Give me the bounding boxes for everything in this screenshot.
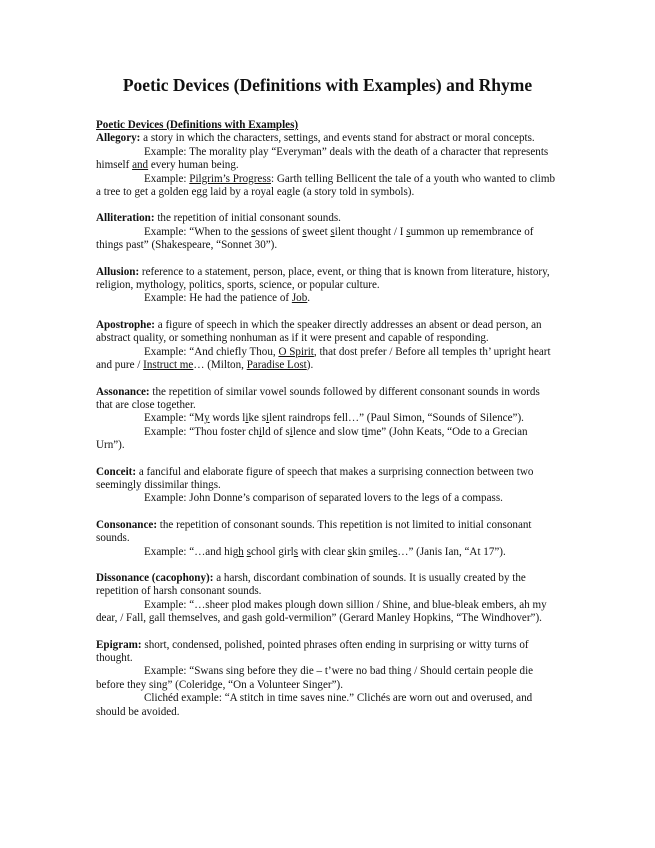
book-title: Paradise Lost bbox=[246, 359, 307, 372]
term-label: Alliteration: bbox=[96, 212, 155, 225]
definition-text: a harsh, discordant combination of sounds. It is usually created by the repetition of harsh consonant sounds. bbox=[96, 571, 526, 598]
section-heading: Poetic Devices (Definitions with Examples) bbox=[96, 119, 299, 131]
example-text: lent raindrops fell…” (Paul Simon, “Sounds of Silence”). bbox=[269, 412, 524, 425]
example-text: Example: bbox=[144, 172, 190, 185]
definition-text: a fanciful and elaborate figure of speech that makes a surprising connection between two seemingly dissimilar things. bbox=[96, 465, 534, 491]
example bbox=[96, 226, 558, 253]
definition bbox=[96, 466, 558, 493]
underlined-text: s bbox=[406, 225, 411, 238]
entry-assonance bbox=[96, 386, 558, 453]
page-title: Poetic Devices (Definitions with Examples) and Rhyme bbox=[122, 75, 533, 95]
underlined-text: i bbox=[258, 425, 262, 438]
term-label: Consonance: bbox=[96, 518, 158, 531]
example: Clichéd example: “A stitch in time saves nine.” Clichés are worn out and overused, and should be avoided. bbox=[96, 692, 533, 718]
definition-text: short, condensed, polished, pointed phrases often ending in surprising or witty turns of thought. bbox=[96, 638, 529, 664]
underlined-text: i bbox=[289, 425, 293, 438]
definition-text: the repetition of similar vowel sounds followed by different consonant sounds in words that are close together. bbox=[96, 385, 540, 411]
example-text: : Garth telling Bellicent the tale of a youth who wanted to climb a tree to get a golden egg laid by a royal eagle (a story told in symbols). bbox=[96, 172, 556, 199]
example bbox=[96, 426, 558, 453]
example-text: Example: “…and hig bbox=[144, 545, 239, 558]
underlined-text: i bbox=[245, 412, 249, 425]
document-body bbox=[96, 119, 558, 719]
definition bbox=[96, 319, 558, 346]
example-text: with clear bbox=[298, 545, 348, 558]
entry-apostrophe bbox=[96, 319, 558, 373]
example bbox=[96, 292, 558, 305]
example-text: Example: “And chiefly Thou, bbox=[144, 345, 279, 358]
example-text: …” (Janis Ian, “At 17”). bbox=[397, 545, 506, 558]
definition bbox=[96, 519, 558, 546]
example-text: ). bbox=[306, 359, 314, 372]
entry-consonance bbox=[96, 519, 558, 559]
definition-text: a figure of speech in which the speaker directly addresses an absent or dead person, an abstract quality, or something nonhuman as if it were present and capable of responding. bbox=[96, 318, 542, 345]
term-label: Allegory: bbox=[96, 132, 141, 145]
underlined-text: Instruct me bbox=[143, 359, 194, 372]
example-text: ilent thought / I bbox=[334, 225, 407, 238]
example bbox=[96, 146, 558, 173]
underlined-text: O Spirit bbox=[278, 345, 314, 358]
example-text: lence and slow t bbox=[292, 425, 365, 438]
definition bbox=[96, 212, 558, 225]
example-text: kin bbox=[352, 545, 369, 558]
definition-text: the repetition of initial consonant sounds. bbox=[154, 212, 341, 225]
underlined-text: s bbox=[330, 225, 335, 238]
definition bbox=[96, 386, 558, 413]
example-text: , that dost prefer / Before all temples th’ upright heart and pure / bbox=[96, 345, 551, 372]
term-label: Assonance: bbox=[96, 385, 150, 398]
entry-conceit bbox=[96, 466, 558, 506]
example-text: ummon up remembrance of things past” (Shakespeare, “Sonnet 30”). bbox=[96, 225, 534, 252]
example: Example: “Swans sing before they die – t’were no bad thing / Should certain people die before they sing” (Coleridge, “On a Volunteer Singer”). bbox=[96, 665, 534, 691]
definition bbox=[96, 572, 558, 599]
underlined-text: i bbox=[266, 412, 270, 425]
definition bbox=[96, 639, 558, 666]
example-text: Example: He had the patience of bbox=[144, 292, 292, 305]
underlined-text: s bbox=[293, 545, 299, 558]
term-label: Dissonance (cacophony): bbox=[96, 571, 214, 584]
entry-epigram bbox=[96, 639, 558, 719]
example-text: every human being. bbox=[148, 159, 239, 172]
example: Example: John Donne’s comparison of separated lovers to the legs of a compass. bbox=[144, 492, 503, 505]
term-label: Apostrophe: bbox=[96, 318, 155, 331]
underlined-text: and bbox=[132, 159, 149, 172]
example bbox=[96, 546, 558, 559]
underlined-text: s bbox=[368, 545, 374, 558]
underlined-text: y bbox=[204, 412, 210, 425]
example: Example: “…sheer plod makes plough down sillion / Shine, and blue-bleak embers, ah my dear, / Fall, gall themselves, and gash gold-vermilion” (Gerard Manley Hopkins, “The Windhover”). bbox=[96, 598, 547, 625]
example-text: Example: “Thou foster ch bbox=[144, 425, 259, 438]
entry-allegory bbox=[96, 119, 558, 199]
example-text: Example: “When to the bbox=[144, 225, 252, 238]
definition-text: reference to a statement, person, place, event, or thing that is known from literature, history, religion, mythology, politics, sports, science, or popular culture. bbox=[96, 265, 550, 292]
definition-text: a story in which the characters, settings, and events stand for abstract or moral concepts. bbox=[140, 132, 535, 145]
definition-text: the repetition of consonant sounds. This repetition is not limited to initial consonant sounds. bbox=[96, 518, 532, 545]
underlined-text: s bbox=[302, 225, 307, 238]
term-label: Allusion: bbox=[96, 265, 140, 278]
example-text: Example: The morality play “Everyman” deals with the death of a character that represents himself bbox=[96, 145, 549, 172]
example bbox=[96, 173, 558, 200]
example-text: weet bbox=[306, 225, 331, 238]
example-text: Example: “M bbox=[144, 412, 205, 425]
example-text: . bbox=[307, 292, 311, 305]
underlined-text: s bbox=[347, 545, 353, 558]
underlined-text: s bbox=[246, 545, 251, 558]
entry-allusion bbox=[96, 266, 558, 306]
example-text: me” (John Keats, “Ode to a Grecian Urn”). bbox=[96, 425, 528, 452]
underlined-text: s bbox=[393, 545, 398, 558]
example-text: essions of bbox=[255, 225, 303, 238]
example bbox=[96, 412, 558, 425]
underlined-text: i bbox=[364, 425, 368, 438]
underlined-text: s bbox=[251, 225, 256, 238]
term-label: Conceit: bbox=[96, 465, 137, 478]
example-text: mile bbox=[373, 545, 394, 558]
entry-alliteration bbox=[96, 212, 558, 252]
example-text: chool girl bbox=[250, 545, 294, 558]
book-title: Pilgrim’s Progress bbox=[189, 172, 271, 185]
definition bbox=[96, 132, 558, 145]
example-text: ke s bbox=[248, 412, 267, 425]
example bbox=[96, 346, 558, 373]
example-text: ld of s bbox=[262, 425, 290, 438]
underlined-text: h bbox=[238, 545, 244, 558]
definition bbox=[96, 266, 558, 293]
term-label: Epigram: bbox=[96, 638, 142, 651]
entry-dissonance bbox=[96, 572, 558, 626]
underlined-text: Job bbox=[291, 292, 308, 305]
example-text: words l bbox=[209, 412, 246, 425]
example-text: … (Milton, bbox=[193, 359, 247, 372]
